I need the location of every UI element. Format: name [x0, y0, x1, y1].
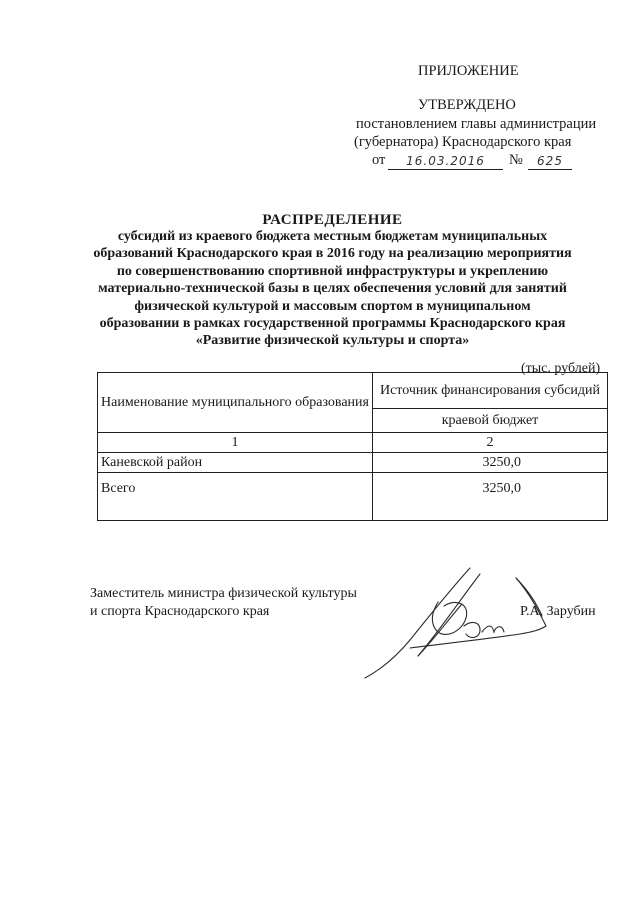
document-title: РАСПРЕДЕЛЕНИЕ — [262, 212, 403, 228]
signatory-position — [90, 585, 357, 621]
number-value: 625 — [537, 154, 563, 168]
document-subtitle — [60, 228, 605, 350]
table-row — [98, 473, 608, 521]
col2-number: 2 — [373, 433, 608, 453]
signatory-position-line1: Заместитель министра физической культуры — [90, 586, 357, 601]
total-name: Всего — [98, 473, 373, 521]
signatory-name: Р.А. Зарубин — [520, 604, 596, 619]
appendix-label: ПРИЛОЖЕНИЕ — [418, 63, 519, 79]
col2-header: Источник финансирования субсидий — [373, 373, 608, 409]
subtitle-line: «Развитие физической культуры и спорта» — [195, 333, 470, 349]
approved-label: УТВЕРЖДЕНО — [418, 97, 516, 113]
total-value: 3250,0 — [373, 473, 608, 521]
subtitle-line: физической культурой и массовым спортом в муниципальном — [134, 298, 531, 314]
date-prefix: от — [372, 152, 386, 168]
col1-header: Наименование муниципального образования — [98, 373, 373, 433]
row-value: 3250,0 — [373, 453, 608, 473]
col2-subheader: краевой бюджет — [373, 409, 608, 433]
subtitle-line: материально-технической базы в целях обеспечения условий для занятий — [98, 281, 567, 297]
distribution-table — [97, 372, 608, 521]
row-name: Каневской район — [98, 453, 373, 473]
approved-by-line1: постановлением главы администрации — [356, 116, 597, 132]
number-prefix: № — [509, 152, 523, 168]
date-value: 16.03.2016 — [406, 154, 485, 168]
subtitle-line: образовании в рамках государственной программы Краснодарского края — [99, 316, 566, 332]
approved-by-line2: (губернатора) Краснодарского края — [354, 134, 572, 150]
number-field — [528, 152, 572, 170]
handwritten-signature — [340, 560, 570, 680]
date-field — [388, 152, 503, 170]
units-label: (тыс. рублей) — [521, 361, 601, 376]
signatory-position-line2: и спорта Краснодарского края — [90, 604, 270, 619]
subtitle-line: по совершенствованию спортивной инфраструктуры и укреплению — [116, 263, 549, 279]
subtitle-line: субсидий из краевого бюджета местным бюджетам муниципальных — [117, 229, 548, 244]
table-row — [98, 453, 608, 473]
subtitle-line: образований Краснодарского края в 2016 году на реализацию мероприятия — [93, 246, 572, 262]
col1-number: 1 — [98, 433, 373, 453]
